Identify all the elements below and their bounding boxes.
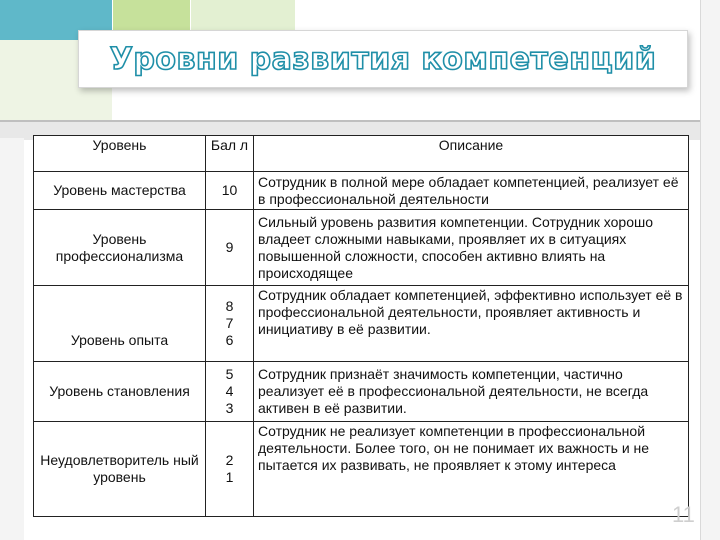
row-points: 5 4 3 xyxy=(206,362,254,422)
competency-table xyxy=(33,135,688,520)
header-description: Описание xyxy=(254,136,689,172)
table-row xyxy=(34,362,689,422)
row-description: Сотрудник в полной мере обладает компетенцией, реализует её в профессиональной деятельности xyxy=(254,172,689,210)
header-level: Уровень xyxy=(34,136,206,172)
left-margin-strip xyxy=(0,138,24,540)
row-level: Уровень опыта xyxy=(34,286,206,362)
table-row xyxy=(34,172,689,210)
row-level: Уровень мастерства xyxy=(34,172,206,210)
right-margin-strip xyxy=(700,0,720,540)
slide-title: Уровни развития компетенций xyxy=(109,41,657,77)
row-description: Сотрудник признаёт значимость компетенции, частично реализует её в профессиональной деятельности, не всегда активен в её развитии. xyxy=(254,362,689,422)
row-level: Неудовлетворитель ный уровень xyxy=(34,422,206,517)
page-number: 11 xyxy=(672,502,695,527)
row-points: 9 xyxy=(206,210,254,286)
row-description: Сотрудник обладает компетенцией, эффективно использует её в профессиональной деятельности, проявляет активность и инициативу в её развитии. xyxy=(254,286,689,362)
row-description: Сотрудник не реализует компетенции в профессиональной деятельности. Более того, он не понимает их важность и не пытается их развивать, не проявляет к этому интереса xyxy=(254,422,689,517)
row-points: 2 1 xyxy=(206,422,254,517)
row-points: 8 7 6 xyxy=(206,286,254,362)
title-box xyxy=(78,30,688,88)
table-row xyxy=(34,422,689,517)
table-row xyxy=(34,286,689,362)
row-level: Уровень профессионализма xyxy=(34,210,206,286)
header-points: Бал л xyxy=(206,136,254,172)
table-header-row xyxy=(34,136,689,172)
table-row xyxy=(34,210,689,286)
row-description: Сильный уровень развития компетенции. Сотрудник хорошо владеет сложными навыками, проявляет их в ситуациях повышенной сложности, способен активно влиять на происходящее xyxy=(254,210,689,286)
row-level: Уровень становления xyxy=(34,362,206,422)
row-points: 10 xyxy=(206,172,254,210)
